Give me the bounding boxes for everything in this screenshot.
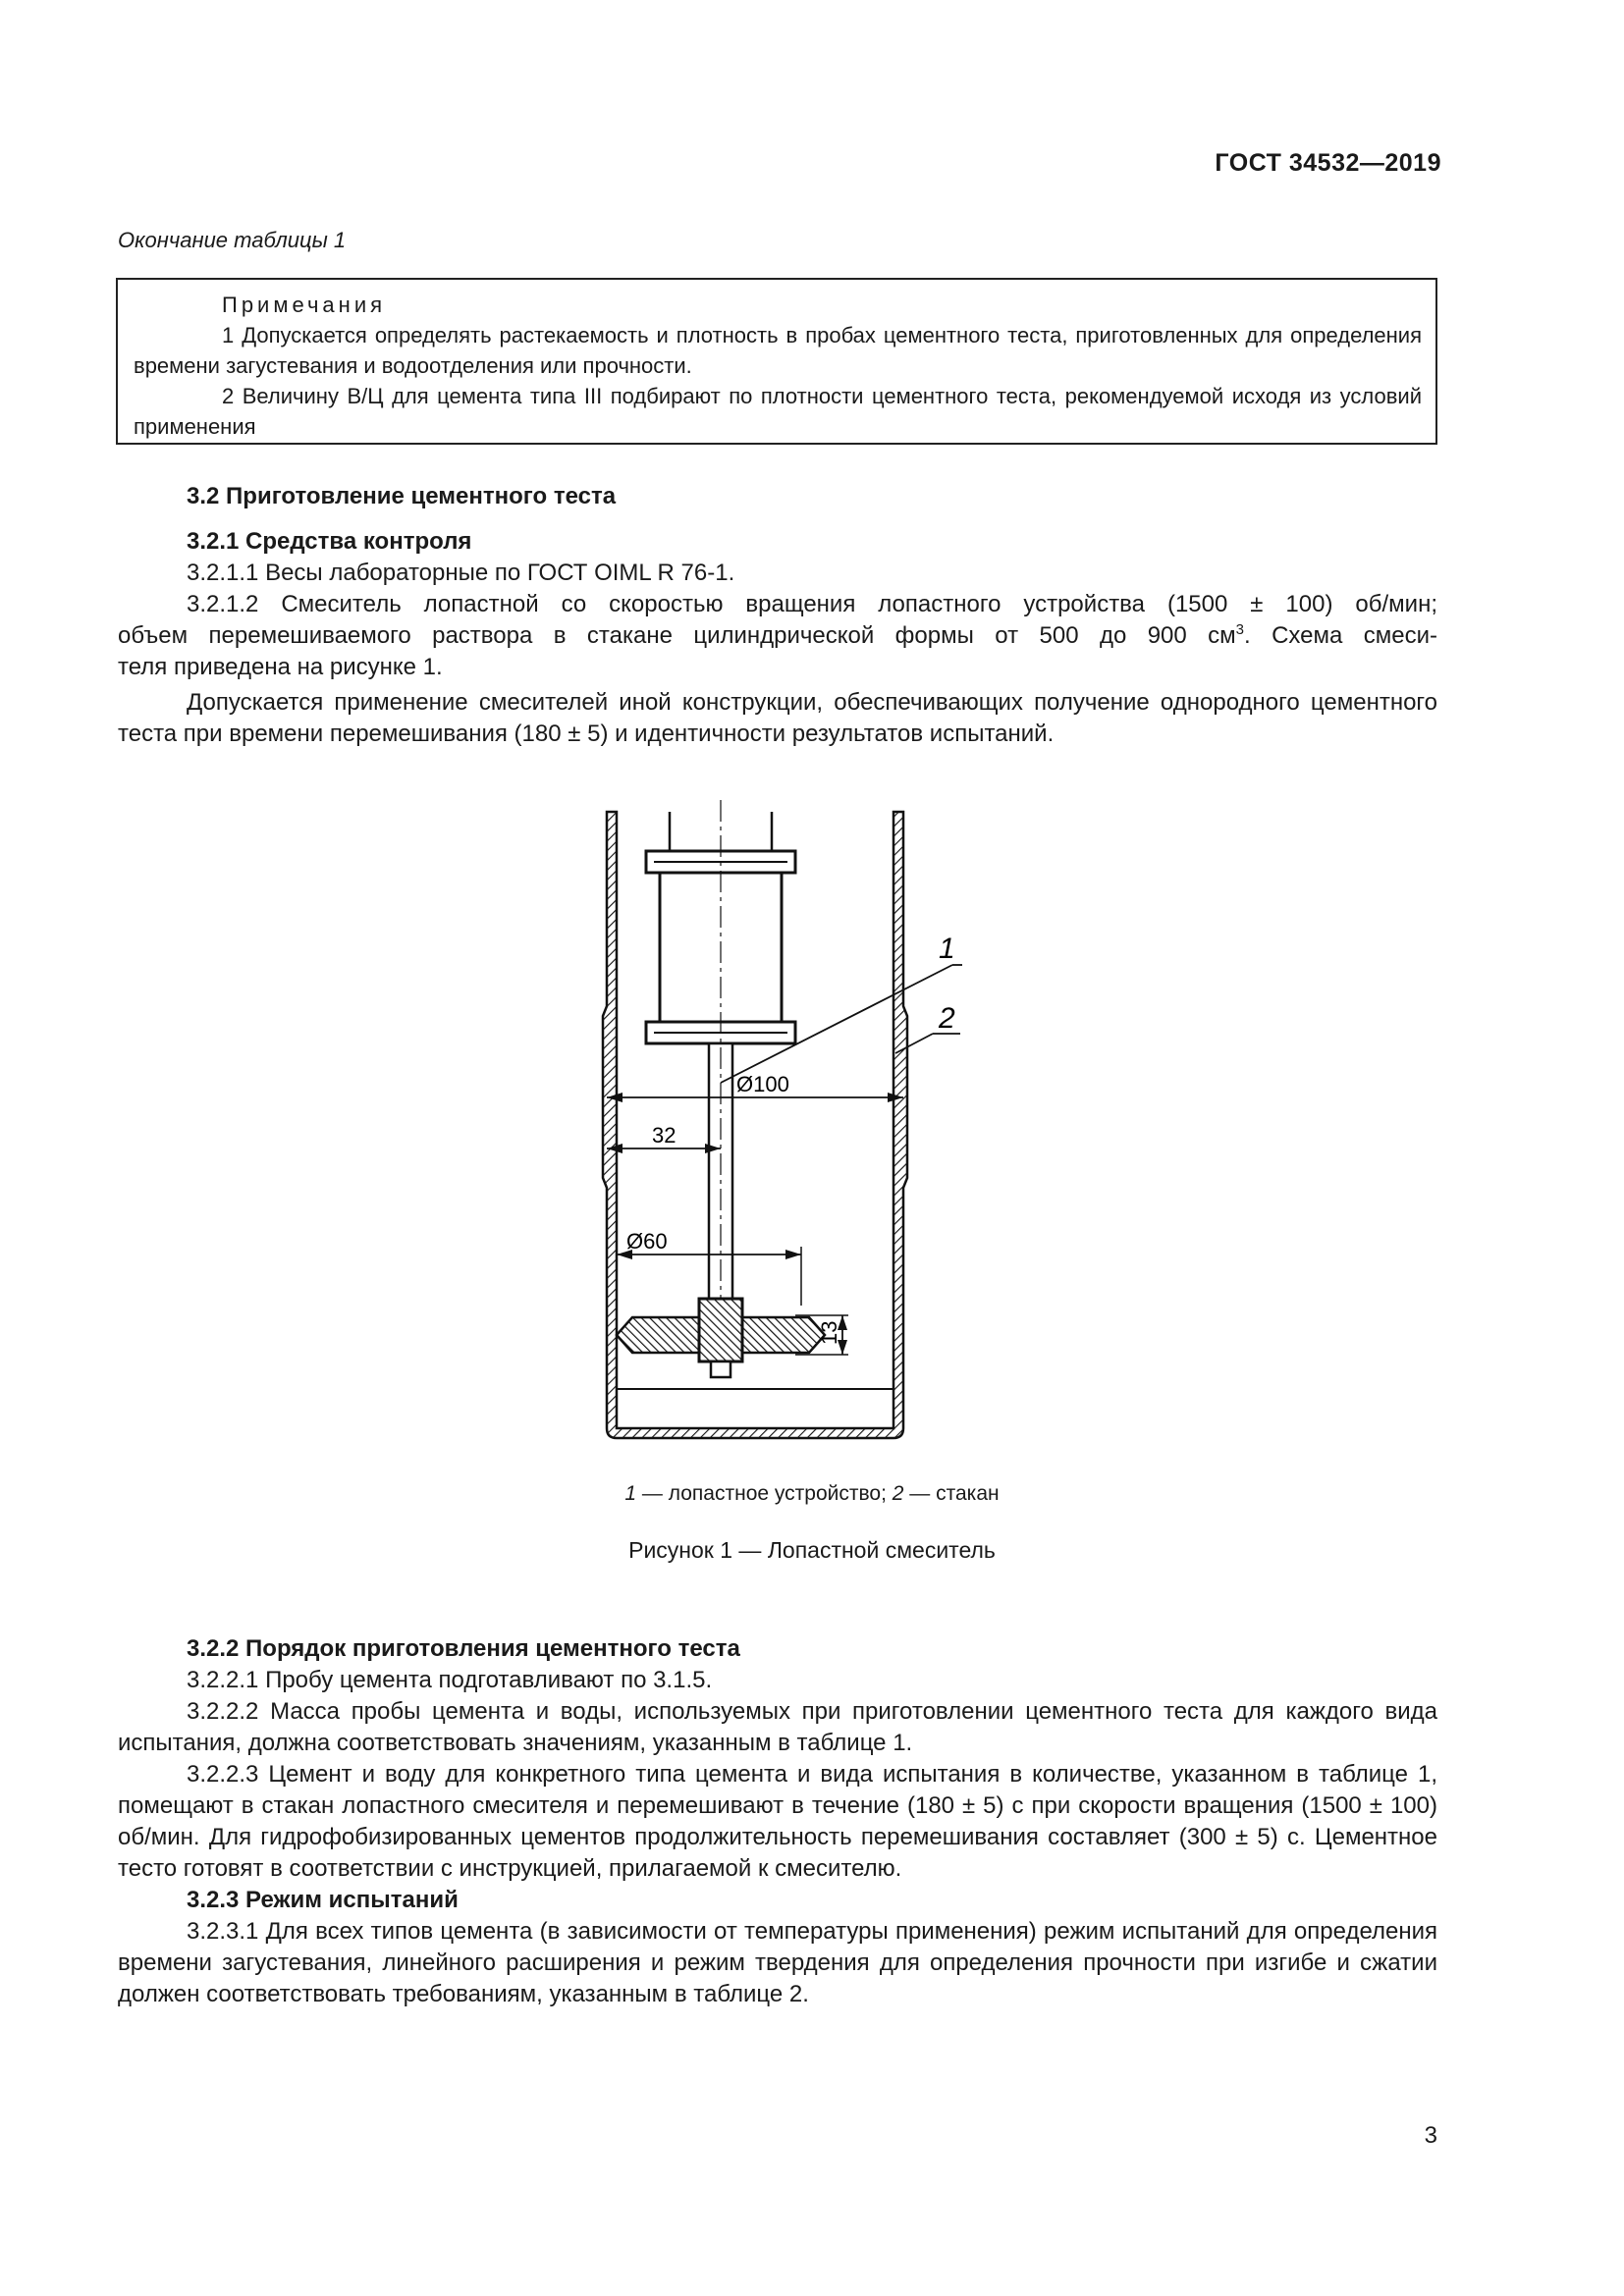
subsection-heading: 3.2.2 Порядок приготовления цементного теста xyxy=(187,1635,740,1662)
paragraph-text: . Схема смеси- xyxy=(1244,622,1437,649)
dimension-60: Ø60 xyxy=(626,1229,668,1254)
paragraph: 3.2.2.1 Пробу цемента подготавливают по 3.1.5. xyxy=(187,1667,713,1693)
table-continuation-label: Окончание таблицы 1 xyxy=(118,228,347,252)
section-3-2-2 xyxy=(118,1633,1437,2010)
note-item: 1 Допускается определять растекаемость и плотность в пробах цементного теста, приготовленных для определения времени загустевания и водоотделения или прочности. xyxy=(134,323,1422,378)
legend-number: 2 xyxy=(892,1482,904,1505)
figure-legend xyxy=(0,1482,1624,1506)
paragraph: 3.2.1.2 Смеситель лопастной со скоростью вращения лопастного устройства (1500 ± 100) об/мин; xyxy=(187,591,1437,617)
paragraph: Допускается применение смесителей иной конструкции, обеспечивающих получение однородного цементного теста при времени перемешивания (180 ± 5) и идентичности результатов испытаний. xyxy=(118,689,1437,747)
legend-text: — стакан xyxy=(903,1482,1000,1505)
paragraph: 3.2.2.2 Масса пробы цемента и воды, используемых при приготовлении цементного теста для каждого вида испытания, должна соответствовать значениям, указанным в таблице 1. xyxy=(118,1698,1437,1756)
page-number: 3 xyxy=(1424,2122,1437,2149)
paragraph: 3.2.3.1 Для всех типов цемента (в зависимости от температуры применения) режим испытаний для определения времени загустевания, линейного расширения и режим твердения для определения прочности при изгибе и сжатии должен соответствовать требованиям, указанным в таблице 2. xyxy=(118,1918,1437,2007)
dimension-100: Ø100 xyxy=(736,1072,789,1096)
paragraph-line: теля приведена на рисунке 1. xyxy=(118,654,443,680)
paragraph: 3.2.2.3 Цемент и воду для конкретного типа цемента и вида испытания в количестве, указанном в таблице 1, помещают в стакан лопастного смесителя и перемешивают в течение (180 ± 5) с при скорости вращения (1500 ± 100) об/мин. Для гидрофобизированных цементов продолжительность перемешивания составляет (300 ± 5) с. Цементное тесто готовят в соответствии с инструкцией, прилагаемой к смесителю. xyxy=(118,1761,1437,1882)
dimension-32: 32 xyxy=(652,1123,677,1148)
dimension-13: 13 xyxy=(817,1320,841,1345)
figure-caption: Рисунок 1 — Лопастной смеситель xyxy=(628,1537,996,1563)
superscript: 3 xyxy=(1235,621,1244,638)
document-code: ГОСТ 34532—2019 xyxy=(1215,149,1441,177)
paragraph-text: объем перемешиваемого раствора в стакане цилиндрической формы от 500 до 900 см xyxy=(118,622,1236,649)
legend-number: 1 xyxy=(624,1482,637,1505)
callout-1: 1 xyxy=(939,933,955,965)
callout-2: 2 xyxy=(939,1002,955,1035)
section-heading: 3.2 Приготовление цементного теста xyxy=(187,483,617,509)
note-item: 2 Величину В/Ц для цемента типа III подбирают по плотности цементного теста, рекомендуемой исходя из условий применения xyxy=(134,384,1422,439)
notes-title: Примечания xyxy=(222,293,387,317)
notes-box xyxy=(116,278,1437,445)
subsection-heading: 3.2.1 Средства контроля xyxy=(187,528,472,555)
section-3-2 xyxy=(118,481,1437,750)
paragraph-line xyxy=(118,620,1437,652)
mixer-diagram xyxy=(589,800,982,1448)
paragraph: 3.2.1.1 Весы лабораторные по ГОСТ OIML R 76-1. xyxy=(187,560,735,586)
legend-text: — лопастное устройство; xyxy=(636,1482,893,1505)
subsection-heading: 3.2.3 Режим испытаний xyxy=(187,1887,459,1913)
paddle-blades xyxy=(617,1299,825,1377)
